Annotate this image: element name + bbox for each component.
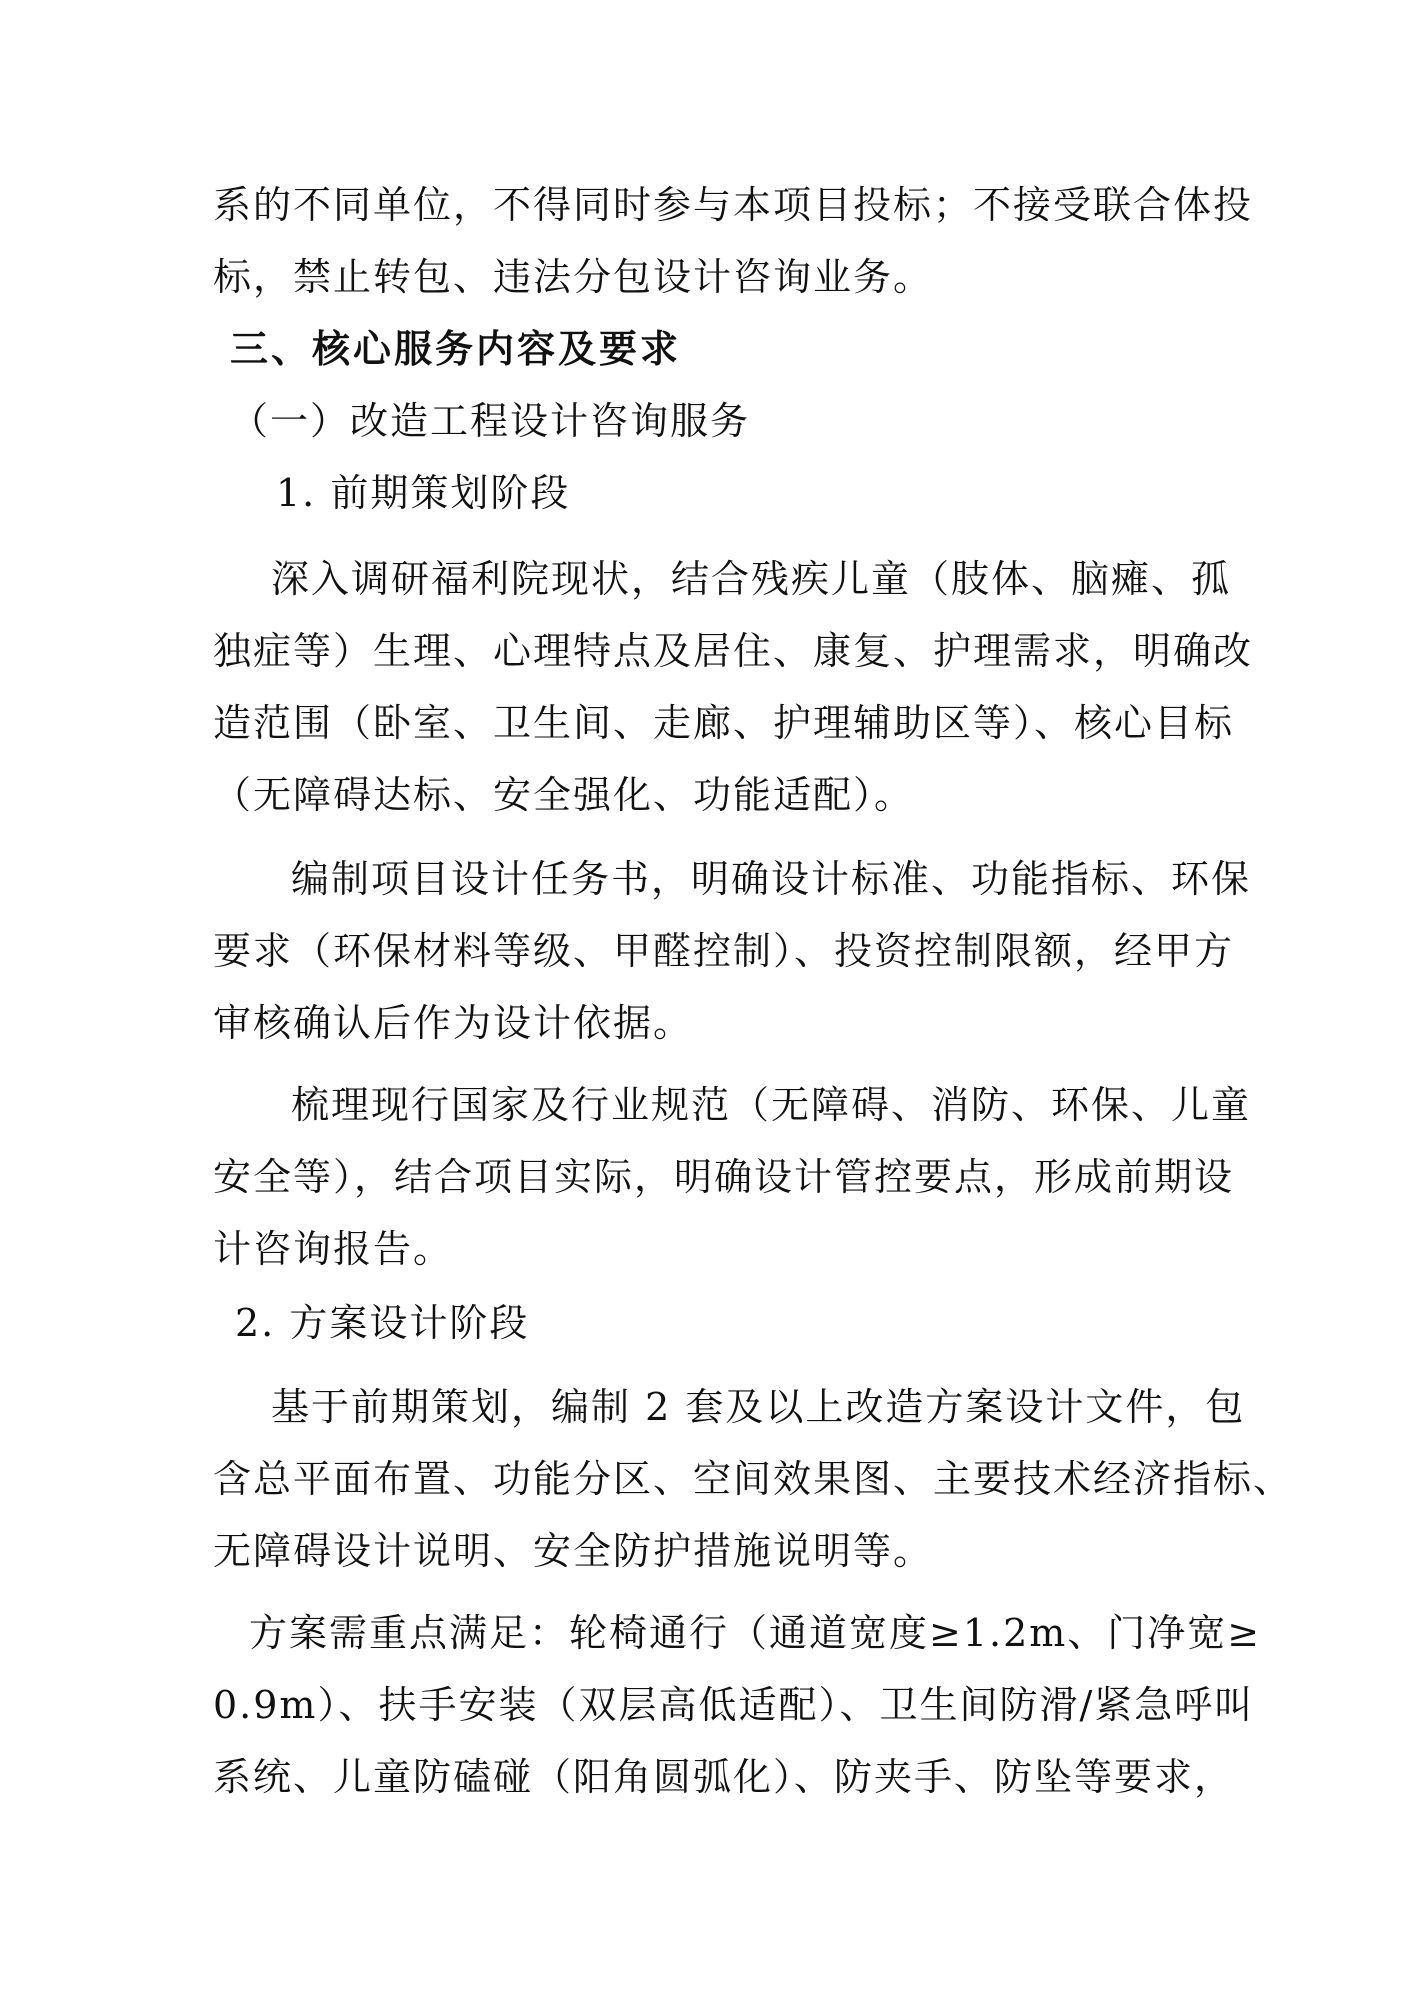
paragraph-line: 方案需重点满足：轮椅通行（通道宽度≥1.2m、门净宽≥ [249,1611,1262,1655]
paragraph-line: （无障碍达标、安全强化、功能适配）。 [213,773,915,817]
paragraph-line: 基于前期策划，编制 2 套及以上改造方案设计文件，包 [271,1385,1246,1429]
paragraph-line: 梳理现行国家及行业规范（无障碍、消防、环保、儿童 [291,1083,1252,1127]
paragraph-line: 无障碍设计说明、安全防护措施说明等。 [213,1529,934,1573]
paragraph-line: 审核确认后作为设计依据。 [213,1001,694,1045]
paragraph-line: 编制项目设计任务书，明确设计标准、功能指标、环保 [291,857,1252,901]
paragraph-line: 系的不同单位，不得同时参与本项目投标；不接受联合体投 [213,183,1254,227]
section-heading: 三、核心服务内容及要求 [230,327,682,371]
paragraph-line: 系统、儿童防磕碰（阳角圆弧化）、防夹手、防坠等要求， [213,1755,1235,1799]
paragraph-line: 计咨询报告。 [213,1227,454,1271]
paragraph-line: 造范围（卧室、卫生间、走廊、护理辅助区等）、核心目标 [213,701,1235,745]
paragraph-line: 0.9m）、扶手安装（双层高低适配）、卫生间防滑/紧急呼叫 [213,1683,1255,1727]
paragraph-line: 独症等）生理、心理特点及居住、康复、护理需求，明确改 [213,629,1254,673]
paragraph-line: 标，禁止转包、违法分包设计咨询业务。 [213,255,934,299]
paragraph-line: 含总平面布置、功能分区、空间效果图、主要技术经济指标、 [213,1457,1294,1501]
paragraph-line: 要求（环保材料等级、甲醛控制）、投资控制限额，经甲方 [213,929,1235,973]
paragraph-line: 深入调研福利院现状，结合残疾儿童（肢体、脑瘫、孤 [271,557,1232,601]
stage-heading: 1. 前期策划阶段 [276,471,571,515]
paragraph-line: 安全等），结合项目实际，明确设计管控要点，形成前期设 [213,1155,1235,1199]
stage-heading: 2. 方案设计阶段 [235,1301,530,1345]
subsection-heading: （一）改造工程设计咨询服务 [230,399,751,443]
